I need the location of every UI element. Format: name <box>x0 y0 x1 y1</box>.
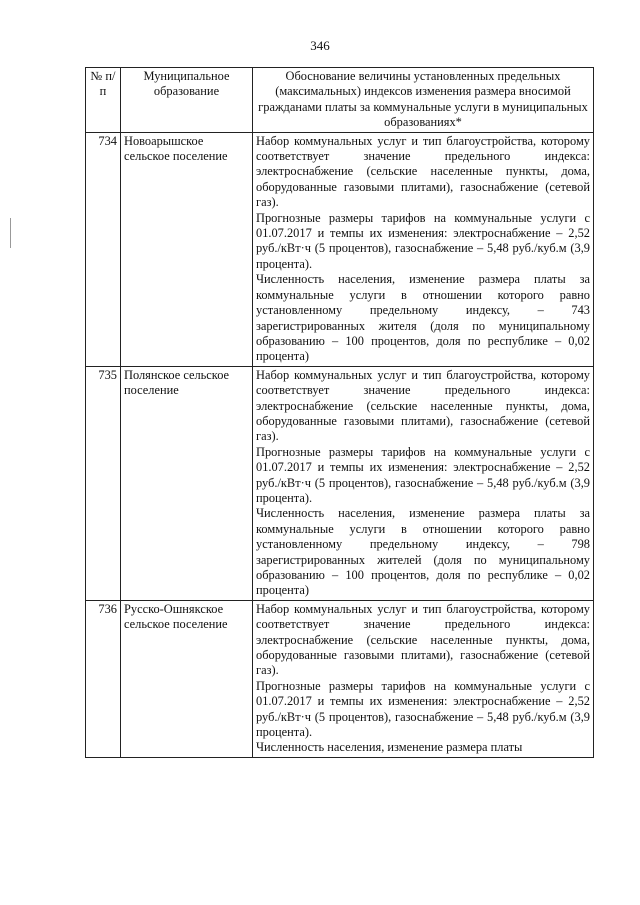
row-justification <box>253 132 594 366</box>
justification-paragraph: Набор коммунальных услуг и тип благоустройства, которому соответствует значение предельного индекса: электроснабжение (сельские населенные пункты, дома, оборудованные газовыми плитами), газоснабжение (сетевой газ). <box>256 601 590 678</box>
justification-paragraph: Набор коммунальных услуг и тип благоустройства, которому соответствует значение предельного индекса: электроснабжение (сельские населенные пункты, дома, оборудованные газовыми плитами), газоснабжение (сетевой газ). <box>256 133 590 210</box>
row-municipality: Полянское сельское поселение <box>121 366 253 600</box>
row-justification <box>253 366 594 600</box>
margin-mark <box>10 218 11 248</box>
table-header-row <box>86 68 594 133</box>
table-row <box>86 600 594 757</box>
table-row <box>86 132 594 366</box>
justification-paragraph: Численность населения, изменение размера платы за коммунальные услуги в отношении которого равно установленному предельному индексу, – 798 зарегистрированных жителей (доля по муниципальному образованию – 100 процентов, доля по республике – 0,02 процента) <box>256 506 590 598</box>
row-number: 736 <box>86 600 121 757</box>
justification-paragraph: Численность населения, изменение размера платы <box>256 740 523 755</box>
header-justification: Обоснование величины установленных предельных (максимальных) индексов изменения размера вносимой гражданами платы за коммунальные услуги в муниципальных образованиях* <box>253 68 594 133</box>
header-num: № п/п <box>86 68 121 133</box>
page-number: 346 <box>310 38 330 53</box>
justification-paragraph: Прогнозные размеры тарифов на коммунальные услуги с 01.07.2017 и темпы их изменения: электроснабжение – 2,52 руб./кВт·ч (5 процентов), газоснабжение – 5,48 руб./куб.м (3,9 процента). <box>256 444 590 505</box>
justification-paragraph: Прогнозные размеры тарифов на коммунальные услуги с 01.07.2017 и темпы их изменения: электроснабжение – 2,52 руб./кВт·ч (5 процентов), газоснабжение – 5,48 руб./куб.м (3,9 процента). <box>256 678 590 740</box>
table-row <box>86 366 594 600</box>
row-municipality: Русско-Ошнякское сельское поселение <box>121 600 253 757</box>
header-municipality: Муниципальное образование <box>121 68 253 133</box>
justification-paragraph: Прогнозные размеры тарифов на коммунальные услуги с 01.07.2017 и темпы их изменения: электроснабжение – 2,52 руб./кВт·ч (5 процентов), газоснабжение – 5,48 руб./куб.м (3,9 процента). <box>256 210 590 271</box>
row-justification <box>253 600 594 757</box>
row-municipality: Новоарышское сельское поселение <box>121 132 253 366</box>
justification-paragraph: Набор коммунальных услуг и тип благоустройства, которому соответствует значение предельного индекса: электроснабжение (сельские населенные пункты, дома, оборудованные газовыми плитами), газоснабжение (сетевой газ). <box>256 367 590 444</box>
row-number: 734 <box>86 132 121 366</box>
row-number: 735 <box>86 366 121 600</box>
tariff-justification-table <box>85 67 594 758</box>
justification-paragraph: Численность населения, изменение размера платы за коммунальные услуги в отношении которого равно установленному предельному индексу, – 743 зарегистрированных жителя (доля по муниципальному образованию – 100 процентов, доля по республике – 0,02 процента) <box>256 272 590 364</box>
